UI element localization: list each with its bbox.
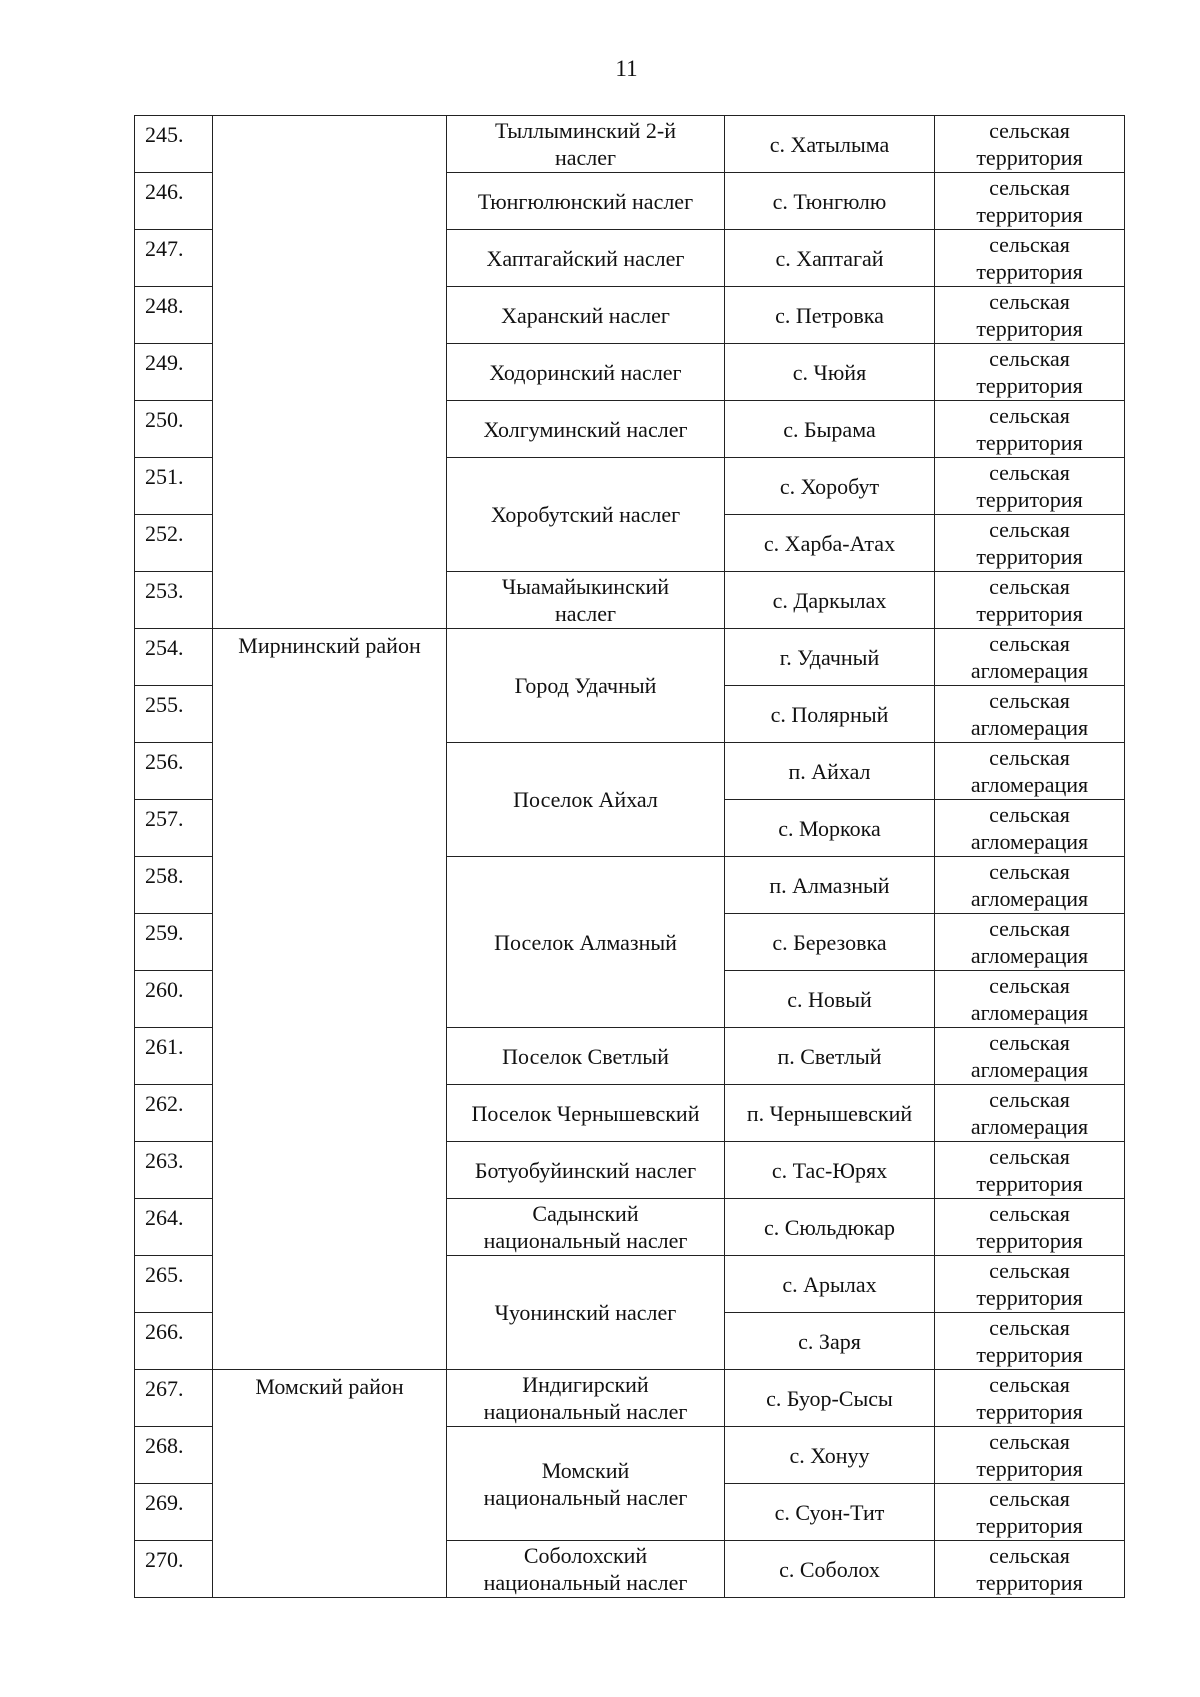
territory-type-line: территория xyxy=(976,373,1083,398)
settlement-name: с. Арылах xyxy=(725,1256,935,1313)
territory-type xyxy=(935,1256,1125,1313)
territory-type-line: территория xyxy=(976,1171,1083,1196)
municipality-name-line: Чыамайыкинский xyxy=(501,574,670,599)
row-number: 267. xyxy=(135,1370,213,1427)
municipality-name-line: национальный наслег xyxy=(483,1228,688,1253)
settlement-name: с. Петровка xyxy=(725,287,935,344)
municipality-name-line: наслег xyxy=(554,601,617,626)
territory-type-line: территория xyxy=(976,316,1083,341)
row-number: 268. xyxy=(135,1427,213,1484)
territory-type-line: агломерация xyxy=(970,1057,1089,1082)
row-number: 254. xyxy=(135,629,213,686)
territory-type-line: сельская xyxy=(989,1372,1070,1397)
territory-type-line: сельская xyxy=(989,1087,1070,1112)
territory-type-line: сельская xyxy=(989,346,1070,371)
territory-type-line: территория xyxy=(976,430,1083,455)
territory-type-line: территория xyxy=(976,1456,1083,1481)
settlement-name: с. Харба-Атах xyxy=(725,515,935,572)
district-name xyxy=(213,116,447,629)
municipality-name xyxy=(447,1085,725,1142)
municipality-name-line: Садынский xyxy=(532,1201,639,1226)
territory-type-line: сельская xyxy=(989,631,1070,656)
row-number: 263. xyxy=(135,1142,213,1199)
district-name: Момский район xyxy=(213,1370,447,1598)
territory-type xyxy=(935,230,1125,287)
territory-type-line: территория xyxy=(976,1342,1083,1367)
municipality-name-line: Тюнгюлюнский наслег xyxy=(477,188,694,214)
territory-type-line: сельская xyxy=(989,289,1070,314)
territory-type-line: территория xyxy=(976,145,1083,170)
territory-type xyxy=(935,1199,1125,1256)
municipality-name-line: Ходоринский наслег xyxy=(489,359,682,385)
municipality-name xyxy=(447,1541,725,1598)
row-number: 262. xyxy=(135,1085,213,1142)
settlement-name: с. Тас-Юрях xyxy=(725,1142,935,1199)
territory-type xyxy=(935,1142,1125,1199)
row-number: 252. xyxy=(135,515,213,572)
row-number: 253. xyxy=(135,572,213,629)
territory-type xyxy=(935,116,1125,173)
settlement-name: с. Бырама xyxy=(725,401,935,458)
territory-type-line: сельская xyxy=(989,1543,1070,1568)
municipality-name xyxy=(447,857,725,1028)
row-number: 250. xyxy=(135,401,213,458)
municipality-name xyxy=(447,287,725,344)
municipality-name-line: Поселок Чернышевский xyxy=(471,1100,700,1126)
territory-type xyxy=(935,743,1125,800)
row-number: 249. xyxy=(135,344,213,401)
territory-type xyxy=(935,173,1125,230)
settlement-name: с. Буор-Сысы xyxy=(725,1370,935,1427)
municipality-name xyxy=(447,1028,725,1085)
table-row xyxy=(135,116,1125,173)
territory-type xyxy=(935,458,1125,515)
territory-type-line: сельская xyxy=(989,1315,1070,1340)
settlement-name: с. Полярный xyxy=(725,686,935,743)
territory-type-line: сельская xyxy=(989,1429,1070,1454)
settlement-name: с. Тюнгюлю xyxy=(725,173,935,230)
municipality-name-line: национальный наслег xyxy=(483,1570,688,1595)
territory-type-line: сельская xyxy=(989,1258,1070,1283)
territory-type xyxy=(935,914,1125,971)
municipality-name xyxy=(447,1142,725,1199)
territory-type xyxy=(935,800,1125,857)
territory-type xyxy=(935,686,1125,743)
municipality-name xyxy=(447,743,725,857)
municipality-name xyxy=(447,629,725,743)
row-number: 264. xyxy=(135,1199,213,1256)
municipality-name-line: Ботуобуйинский наслег xyxy=(474,1157,697,1183)
territory-type-line: сельская xyxy=(989,688,1070,713)
settlement-name: с. Березовка xyxy=(725,914,935,971)
row-number: 251. xyxy=(135,458,213,515)
row-number: 259. xyxy=(135,914,213,971)
territory-type-line: территория xyxy=(976,1285,1083,1310)
municipality-name xyxy=(447,1370,725,1427)
territory-type-line: сельская xyxy=(989,1144,1070,1169)
row-number: 258. xyxy=(135,857,213,914)
row-number: 260. xyxy=(135,971,213,1028)
territory-type xyxy=(935,1484,1125,1541)
territory-type xyxy=(935,344,1125,401)
territory-type-line: сельская xyxy=(989,232,1070,257)
row-number: 255. xyxy=(135,686,213,743)
settlement-name: п. Светлый xyxy=(725,1028,935,1085)
municipality-name-line: национальный наслег xyxy=(483,1484,688,1510)
row-number: 256. xyxy=(135,743,213,800)
territory-type xyxy=(935,401,1125,458)
municipality-name-line: Харанский наслег xyxy=(501,302,670,328)
territory-type-line: сельская xyxy=(989,1486,1070,1511)
territory-type xyxy=(935,287,1125,344)
row-number: 257. xyxy=(135,800,213,857)
territory-type xyxy=(935,1085,1125,1142)
territory-type-line: сельская xyxy=(989,403,1070,428)
row-number: 269. xyxy=(135,1484,213,1541)
municipality-name-line: Поселок Светлый xyxy=(502,1043,669,1069)
municipality-name-line: Город Удачный xyxy=(514,673,657,698)
territory-type xyxy=(935,572,1125,629)
settlement-name: с. Чюйя xyxy=(725,344,935,401)
territory-type-line: сельская xyxy=(989,175,1070,200)
row-number: 248. xyxy=(135,287,213,344)
territory-type xyxy=(935,515,1125,572)
territory-type-line: сельская xyxy=(989,973,1070,998)
territory-type-line: агломерация xyxy=(970,772,1089,797)
settlement-name: п. Алмазный xyxy=(725,857,935,914)
settlement-name: с. Даркылах xyxy=(725,572,935,629)
territory-type-line: сельская xyxy=(989,859,1070,884)
settlement-name: с. Сюльдюкар xyxy=(725,1199,935,1256)
municipality-name-line: Чуонинский наслег xyxy=(494,1300,677,1325)
page-number: 11 xyxy=(615,56,638,81)
territory-type-line: агломерация xyxy=(970,715,1089,740)
settlement-name: с. Моркока xyxy=(725,800,935,857)
row-number: 265. xyxy=(135,1256,213,1313)
municipality-name-line: Хаптагайский наслег xyxy=(486,245,685,271)
settlements-table xyxy=(134,115,1125,1598)
municipality-name xyxy=(447,344,725,401)
district-name: Мирнинский район xyxy=(213,629,447,1370)
municipality-name-line: Хоробутский наслег xyxy=(490,502,681,527)
municipality-name-line: Поселок Алмазный xyxy=(494,929,677,955)
territory-type-line: территория xyxy=(976,1570,1083,1595)
municipality-name xyxy=(447,1427,725,1541)
municipality-name-line: национальный наслег xyxy=(483,1399,688,1424)
territory-type-line: агломерация xyxy=(970,1000,1089,1025)
settlement-name: с. Хоробут xyxy=(725,458,935,515)
table-row xyxy=(135,629,1125,686)
territory-type-line: сельская xyxy=(989,517,1070,542)
settlement-name: с. Соболох xyxy=(725,1541,935,1598)
territory-type xyxy=(935,1370,1125,1427)
territory-type-line: территория xyxy=(976,544,1083,569)
territory-type xyxy=(935,857,1125,914)
row-number: 246. xyxy=(135,173,213,230)
territory-type xyxy=(935,1313,1125,1370)
territory-type-line: агломерация xyxy=(970,943,1089,968)
territory-type-line: территория xyxy=(976,1513,1083,1538)
municipality-name xyxy=(447,230,725,287)
table-body xyxy=(135,116,1125,1598)
territory-type-line: сельская xyxy=(989,745,1070,770)
territory-type-line: сельская xyxy=(989,574,1070,599)
municipality-name-line: Индигирский xyxy=(522,1372,649,1397)
settlement-name: с. Хатылыма xyxy=(725,116,935,173)
municipality-name xyxy=(447,401,725,458)
territory-type-line: сельская xyxy=(989,460,1070,485)
territory-type xyxy=(935,971,1125,1028)
territory-type xyxy=(935,1541,1125,1598)
settlement-name: п. Чернышевский xyxy=(725,1085,935,1142)
territory-type-line: территория xyxy=(976,487,1083,512)
territory-type-line: сельская xyxy=(989,802,1070,827)
territory-type-line: сельская xyxy=(989,1030,1070,1055)
municipality-name xyxy=(447,116,725,173)
table-row xyxy=(135,1370,1125,1427)
municipality-name-line: Холгуминский наслег xyxy=(483,416,688,442)
territory-type-line: сельская xyxy=(989,118,1070,143)
settlement-name: с. Суон-Тит xyxy=(725,1484,935,1541)
row-number: 245. xyxy=(135,116,213,173)
settlement-name: с. Новый xyxy=(725,971,935,1028)
row-number: 261. xyxy=(135,1028,213,1085)
municipality-name-line: Поселок Айхал xyxy=(513,787,658,812)
territory-type-line: территория xyxy=(976,601,1083,626)
territory-type-line: сельская xyxy=(989,1201,1070,1226)
settlement-name: г. Удачный xyxy=(725,629,935,686)
territory-type-line: территория xyxy=(976,259,1083,284)
territory-type-line: сельская xyxy=(989,916,1070,941)
territory-type xyxy=(935,1427,1125,1484)
municipality-name xyxy=(447,1199,725,1256)
territory-type-line: агломерация xyxy=(970,829,1089,854)
territory-type-line: территория xyxy=(976,202,1083,227)
municipality-name-line: наслег xyxy=(554,145,617,170)
settlement-name: п. Айхал xyxy=(725,743,935,800)
municipality-name-line: Момский xyxy=(541,1457,630,1483)
row-number: 247. xyxy=(135,230,213,287)
municipality-name xyxy=(447,458,725,572)
row-number: 270. xyxy=(135,1541,213,1598)
municipality-name-line: Соболохский xyxy=(523,1543,648,1568)
municipality-name xyxy=(447,572,725,629)
territory-type-line: агломерация xyxy=(970,658,1089,683)
settlement-name: с. Хонуу xyxy=(725,1427,935,1484)
territory-type-line: агломерация xyxy=(970,886,1089,911)
territory-type-line: территория xyxy=(976,1399,1083,1424)
municipality-name xyxy=(447,1256,725,1370)
territory-type xyxy=(935,629,1125,686)
territory-type-line: территория xyxy=(976,1228,1083,1253)
settlement-name: с. Хаптагай xyxy=(725,230,935,287)
territory-type-line: агломерация xyxy=(970,1114,1089,1139)
settlement-name: с. Заря xyxy=(725,1313,935,1370)
municipality-name xyxy=(447,173,725,230)
territory-type xyxy=(935,1028,1125,1085)
row-number: 266. xyxy=(135,1313,213,1370)
municipality-name-line: Тыллыминский 2-й xyxy=(495,118,676,143)
